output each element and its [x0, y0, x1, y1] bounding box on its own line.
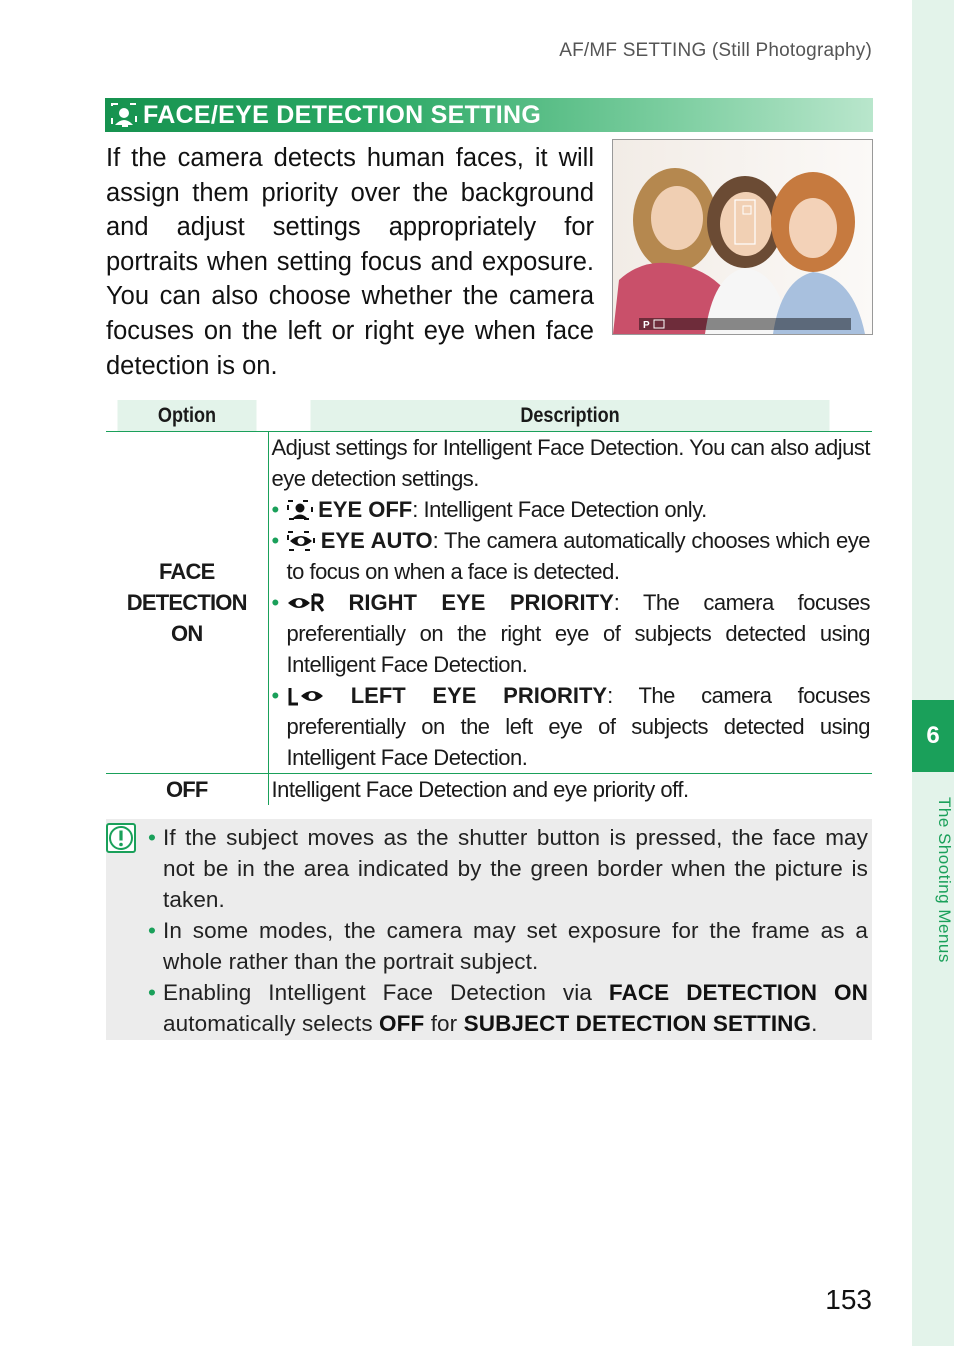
- option-description: [268, 432, 872, 774]
- shooting-mode: P: [643, 320, 650, 331]
- list-item: • EYE AUTO: The camera automatically chooses which eye to focus on when a face is detected.: [271, 528, 870, 584]
- column-header-option: Option: [117, 400, 256, 432]
- right-eye-icon: [287, 593, 325, 613]
- eye-auto-icon: [287, 531, 315, 551]
- chapter-tab[interactable]: 6: [912, 700, 954, 772]
- chapter-title: The Shooting Menus: [935, 797, 954, 963]
- list-item: • EYE OFF: Intelligent Face Detection only.: [271, 497, 707, 522]
- sample-photo: [612, 139, 873, 335]
- list-item: • If the subject moves as the shutter button is pressed, the face may not be in the area indicated by the green border when the picture is taken.: [148, 825, 868, 912]
- table-row: [106, 432, 872, 774]
- running-head: AF/MF SETTING (Still Photography): [559, 40, 872, 61]
- list-item: • RIGHT EYE PRIORITY: The camera focuses preferentially on the right eye of subjects detected using Intelligent Face Detection.: [271, 590, 870, 677]
- option-face-detection-on: FACE DETECTION ON: [126, 559, 247, 646]
- list-item: • LEFT EYE PRIORITY: The camera focuses preferentially on the left eye of subjects detected using Intelligent Face Detection.: [271, 683, 870, 770]
- face-on-intro: Adjust settings for Intelligent Face Detection. You can also adjust eye detection settings.: [271, 435, 870, 491]
- left-eye-icon: [287, 686, 325, 706]
- face-detection-icon: [111, 103, 137, 127]
- options-table: [106, 400, 872, 805]
- caution-icon: [106, 823, 136, 853]
- list-item: • In some modes, the camera may set exposure for the frame as a whole rather than the portrait subject.: [148, 918, 868, 974]
- option-off: OFF: [106, 774, 268, 806]
- note-box: [106, 819, 872, 1040]
- option-off-description: Intelligent Face Detection and eye priority off.: [268, 774, 872, 806]
- section-heading: [105, 98, 873, 132]
- intro-paragraph: If the camera detects human faces, it will assign them priority over the background and adjust settings appropriately for portraits when setting focus and exposure. You can also choose whether the camera focuses on the left or right eye when face detection is on.: [106, 144, 594, 380]
- three-women-photo: [613, 140, 872, 334]
- table-row: [106, 774, 872, 806]
- side-strip: [912, 0, 954, 1346]
- page-number: 153: [825, 1284, 872, 1315]
- column-header-description: Description: [310, 400, 829, 432]
- list-item: • Enabling Intelligent Face Detection via FACE DETECTION ON automatically selects OFF for SUBJECT DETECTION SETTING.: [148, 980, 868, 1036]
- face-icon: [287, 500, 313, 520]
- section-title: FACE/EYE DETECTION SETTING: [143, 100, 542, 129]
